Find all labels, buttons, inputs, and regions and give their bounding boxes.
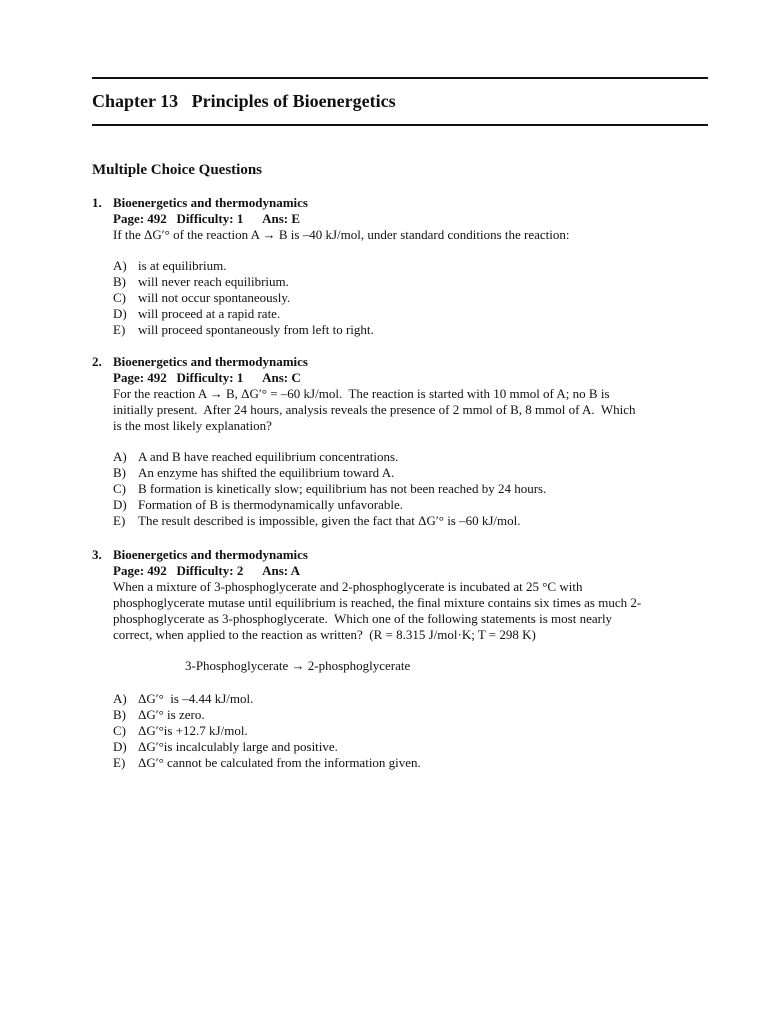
section-title: Multiple Choice Questions [92, 162, 263, 178]
question-meta: Page: 492 Difficulty: 1 Ans: C [113, 370, 301, 385]
option-e: E) ΔG′° cannot be calculated from the information given. [113, 755, 421, 770]
question-stem-line: initially present. After 24 hours, analysis reveals the presence of 2 mmol of B, 8 mmol of A. Which [113, 402, 636, 417]
option-e: E) will proceed spontaneously from left to right. [113, 322, 374, 337]
question-stem-line: phosphoglycerate as 3-phosphoglycerate. Which one of the following statements is most nearly [113, 611, 613, 626]
question-number: 1. [92, 195, 102, 210]
question-topic: Bioenergetics and thermodynamics [113, 195, 308, 210]
option-a: A) A and B have reached equilibrium concentrations. [113, 449, 399, 464]
question-number: 2. [92, 354, 102, 369]
question-1 [92, 195, 712, 338]
option-e: E) The result described is impossible, given the fact that ΔG′° is –60 kJ/mol. [113, 513, 521, 528]
question-3 [92, 547, 712, 771]
top-rule [92, 77, 708, 79]
option-b: B) ΔG′° is zero. [113, 707, 205, 722]
chapter-title: Chapter 13 Principles of Bioenergetics [92, 91, 396, 111]
option-a: A) is at equilibrium. [113, 258, 227, 273]
question-topic: Bioenergetics and thermodynamics [113, 547, 308, 562]
reaction-equation: 3-Phosphoglycerate → 2-phosphoglycerate [185, 658, 411, 673]
question-stem-line: For the reaction A → B, ΔG′° = –60 kJ/mol. The reaction is started with 10 mmol of A; no B is [113, 386, 610, 401]
option-c: C) ΔG′°is +12.7 kJ/mol. [113, 723, 248, 738]
question-stem-line: phosphoglycerate mutase until equilibrium is reached, the final mixture contains six times as much 2- [113, 595, 642, 610]
question-number: 3. [92, 547, 102, 562]
question-stem-line: is the most likely explanation? [113, 418, 272, 433]
option-d: D) Formation of B is thermodynamically unfavorable. [113, 497, 403, 512]
question-stem-line: When a mixture of 3-phosphoglycerate and 2-phosphoglycerate is incubated at 25 °C with [113, 579, 583, 594]
question-meta: Page: 492 Difficulty: 1 Ans: E [113, 211, 301, 226]
option-b: B) An enzyme has shifted the equilibrium toward A. [113, 465, 395, 480]
option-c: C) will not occur spontaneously. [113, 290, 291, 305]
option-d: D) will proceed at a rapid rate. [113, 306, 281, 321]
question-stem-line: correct, when applied to the reaction as written? (R = 8.315 J/mol·K; T = 298 K) [113, 627, 536, 642]
title-rule [92, 124, 708, 126]
option-a: A) ΔG′° is –4.44 kJ/mol. [113, 691, 254, 706]
question-meta: Page: 492 Difficulty: 2 Ans: A [113, 563, 301, 578]
option-d: D) ΔG′°is incalculably large and positive. [113, 739, 338, 754]
question-stem: If the ΔG′° of the reaction A → B is –40 kJ/mol, under standard conditions the reaction: [113, 227, 570, 242]
question-topic: Bioenergetics and thermodynamics [113, 354, 308, 369]
option-b: B) will never reach equilibrium. [113, 274, 289, 289]
option-c: C) B formation is kinetically slow; equilibrium has not been reached by 24 hours. [113, 481, 547, 496]
question-2 [92, 354, 712, 529]
